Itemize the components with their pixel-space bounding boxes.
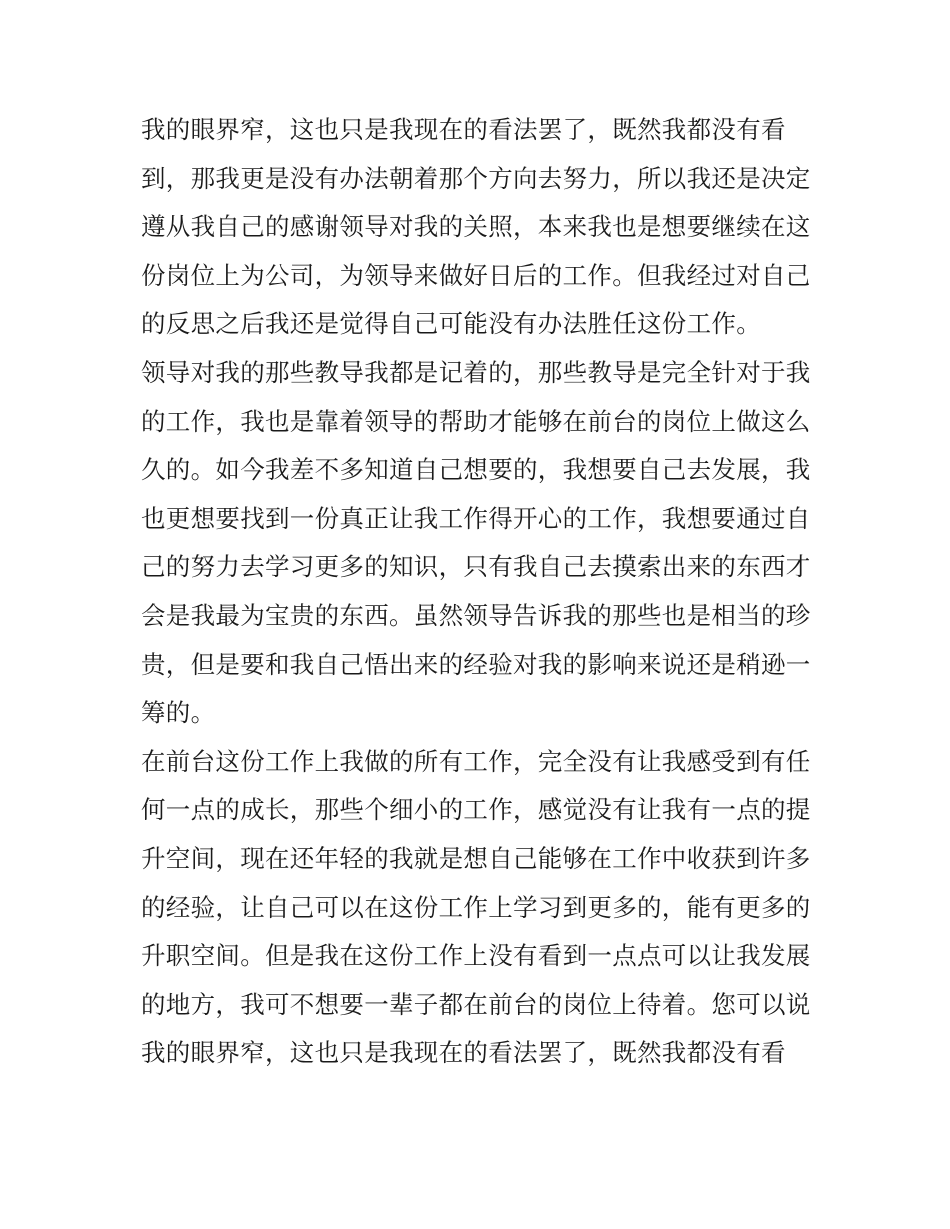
text-line: 我的眼界窄，这也只是我现在的看法罢了，既然我都没有看 [141, 115, 786, 144]
text-line: 会是我最为宝贵的东西。虽然领导告诉我的那些也是相当的珍 [141, 600, 811, 630]
text-line: 在前台这份工作上我做的所有工作，完全没有让我感受到有任 [141, 746, 811, 776]
text-line: 己的努力去学习更多的知识，只有我自己去摸索出来的东西才 [141, 552, 811, 582]
text-line: 领导对我的那些教导我都是记着的，那些教导是完全针对于我 [141, 357, 811, 387]
text-line: 何一点的成长，那些个细小的工作，感觉没有让我有一点的提 [141, 795, 811, 825]
text-line: 的工作，我也是靠着领导的帮助才能够在前台的岗位上做这么 [141, 406, 811, 436]
text-line: 到，那我更是没有办法朝着那个方向去努力，所以我还是决定 [141, 163, 811, 193]
text-line: 的经验，让自己可以在这份工作上学习到更多的，能有更多的 [141, 892, 811, 922]
body-text [141, 106, 813, 1078]
text-line: 贵，但是要和我自己悟出来的经验对我的影响来说还是稍逊一 [141, 649, 811, 679]
text-line: 升空间，现在还年轻的我就是想自己能够在工作中收获到许多 [141, 843, 811, 873]
text-line: 遵从我自己的感谢领导对我的关照，本来我也是想要继续在这 [141, 212, 811, 242]
text-line: 的反思之后我还是觉得自己可能没有办法胜任这份工作。 [141, 309, 761, 339]
text-line: 份岗位上为公司，为领导来做好日后的工作。但我经过对自己 [141, 260, 811, 290]
text-line: 筹的。 [141, 698, 216, 728]
text-line: 久的。如今我差不多知道自己想要的，我想要自己去发展，我 [141, 455, 811, 485]
text-line: 升职空间。但是我在这份工作上没有看到一点点可以让我发展 [141, 941, 811, 971]
text-line: 我的眼界窄，这也只是我现在的看法罢了，既然我都没有看 [141, 1038, 786, 1068]
text-line: 也更想要找到一份真正让我工作得开心的工作，我想要通过自 [141, 503, 811, 533]
text-line: 的地方，我可不想要一辈子都在前台的岗位上待着。您可以说 [141, 989, 811, 1019]
